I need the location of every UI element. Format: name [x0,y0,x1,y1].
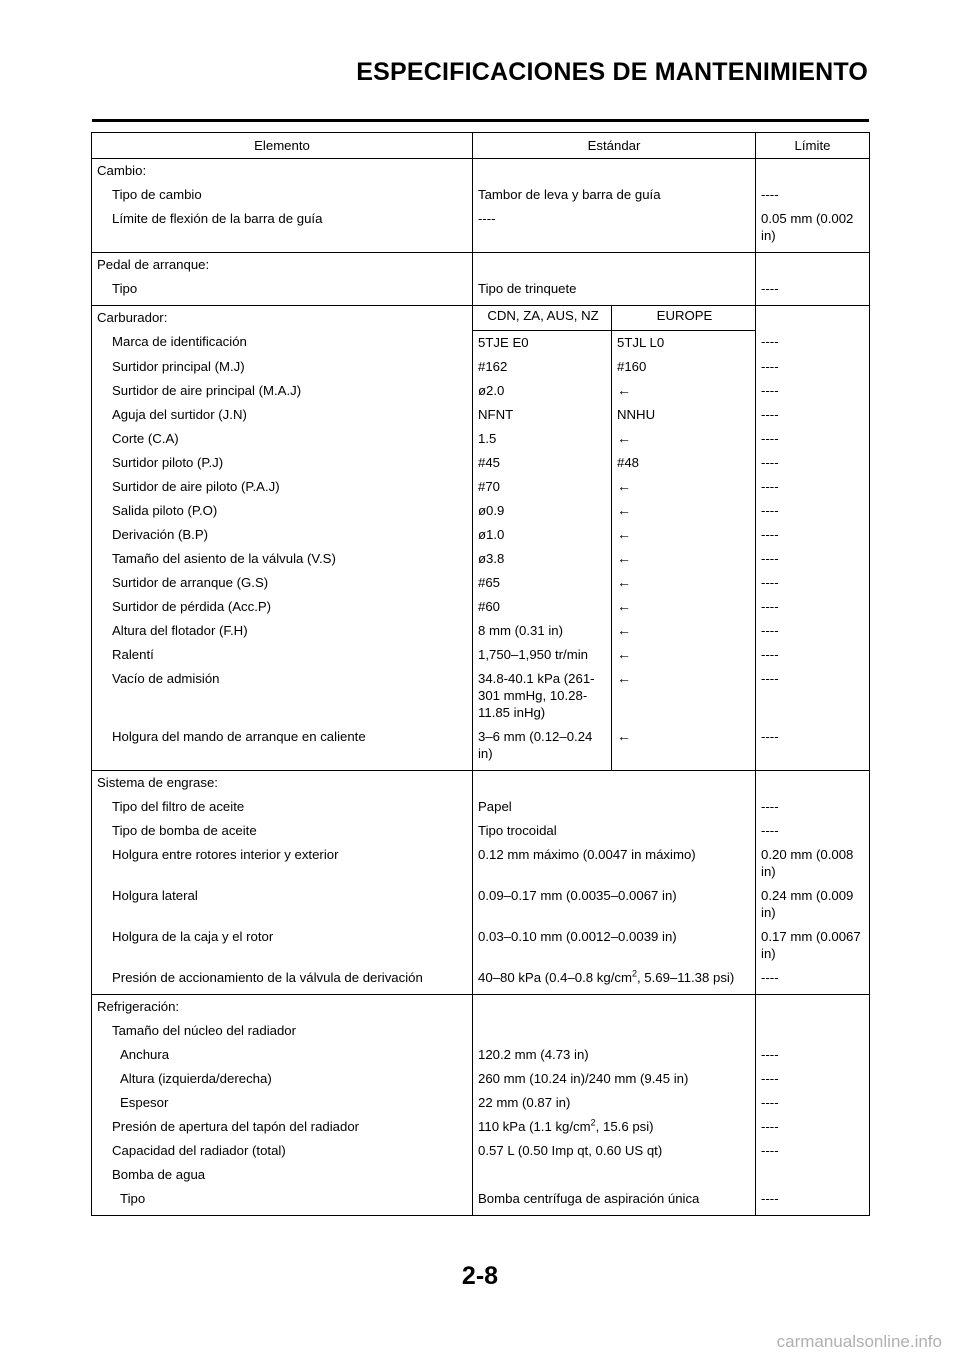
row-label: Presión de apertura del tapón del radiador [92,1115,473,1139]
row-limit: ---- [756,725,870,771]
row-value-cdn: ø3.8 [473,547,612,571]
carburador-rows [92,330,870,770]
row-standard: Tipo trocoidal [473,819,756,843]
row-label: Altura del flotador (F.H) [92,619,473,643]
row-limit: 0.17 mm (0.0067 in) [756,925,870,966]
spec-table [91,132,870,1216]
row-standard: 0.09–0.17 mm (0.0035–0.0067 in) [473,884,756,925]
row-value-cdn: 1.5 [473,427,612,451]
row-limit: ---- [756,966,870,995]
row-label: Tipo [92,1187,473,1216]
row-standard: 0.57 L (0.50 Imp qt, 0.60 US qt) [473,1139,756,1163]
table-row [92,277,870,306]
row-label: Aguja del surtidor (J.N) [92,403,473,427]
row-label: Presión de accionamiento de la válvula de derivación [92,966,473,995]
row-limit: ---- [756,355,870,379]
row-value-cdn: 8 mm (0.31 in) [473,619,612,643]
same-as-left-arrow: ← [612,379,756,403]
same-as-left-arrow: ← [612,547,756,571]
group-row-carburador [92,306,870,331]
same-as-left-arrow: ← [612,595,756,619]
superscript: 2 [590,1117,596,1128]
table-row [92,1139,870,1163]
row-value-cdn: NFNT [473,403,612,427]
row-standard: 120.2 mm (4.73 in) [473,1043,756,1067]
row-limit: ---- [756,643,870,667]
page-number: 2-8 [461,1262,499,1290]
row-standard: Tambor de leva y barra de guía [473,183,756,207]
table-row [92,1187,870,1216]
text-part: , 15.6 psi) [595,1118,654,1134]
row-standard: 22 mm (0.87 in) [473,1091,756,1115]
row-label: Tamaño del núcleo del radiador [92,1019,473,1043]
row-label: Marca de identificación [92,330,473,355]
row-label: Holgura de la caja y el rotor [92,925,473,966]
group-row-engrase [92,770,870,795]
row-label: Surtidor de arranque (G.S) [92,571,473,595]
row-standard: ---- [473,207,756,253]
table-row [92,379,870,403]
row-standard: Tipo de trinquete [473,277,756,306]
row-label: Derivación (B.P) [92,523,473,547]
row-limit: ---- [756,379,870,403]
row-limit: ---- [756,667,870,725]
row-limit: ---- [756,547,870,571]
row-label: Holgura entre rotores interior y exterior [92,843,473,884]
row-limit: ---- [756,1139,870,1163]
row-limit: ---- [756,451,870,475]
same-as-left-arrow: ← [612,499,756,523]
group-label: Carburador: [92,306,473,331]
row-value-cdn: ø0.9 [473,499,612,523]
row-value-europe: #48 [612,451,756,475]
table-row [92,451,870,475]
row-limit: ---- [756,1187,870,1216]
table-row [92,843,870,884]
row-limit: ---- [756,403,870,427]
row-label: Espesor [92,1091,473,1115]
table-row [92,643,870,667]
table-row [92,1043,870,1067]
table-row [92,819,870,843]
same-as-left-arrow: ← [612,725,756,771]
row-value-cdn: 1,750–1,950 tr/min [473,643,612,667]
table-row [92,725,870,771]
superscript: 2 [631,968,637,979]
header-limit: Límite [756,133,870,159]
row-label: Salida piloto (P.O) [92,499,473,523]
row-standard: 0.12 mm máximo (0.0047 in máximo) [473,843,756,884]
row-standard: Bomba centrífuga de aspiración única [473,1187,756,1216]
row-value-europe: 5TJL L0 [612,330,756,355]
row-label: Tamaño del asiento de la válvula (V.S) [92,547,473,571]
row-limit: ---- [756,595,870,619]
same-as-left-arrow: ← [612,667,756,725]
row-value-cdn: 34.8-40.1 kPa (261-301 mmHg, 10.28-11.85 inHg) [473,667,612,725]
row-standard: Papel [473,795,756,819]
row-limit: ---- [756,277,870,306]
header-element: Elemento [92,133,473,159]
row-limit: ---- [756,499,870,523]
row-label: Surtidor de aire piloto (P.A.J) [92,475,473,499]
subheader-cdn: CDN, ZA, AUS, NZ [473,306,612,331]
text-part: 40–80 kPa (0.4–0.8 kg/cm [478,969,632,985]
table-row [92,499,870,523]
row-limit: ---- [756,427,870,451]
watermark: carmanualsonline.info [776,1332,942,1351]
table-row [92,1115,870,1139]
group-label: Pedal de arranque: [92,253,473,278]
row-label: Tipo de cambio [92,183,473,207]
group-row-refrigeracion [92,994,870,1019]
group-label: Sistema de engrase: [92,770,473,795]
row-limit: ---- [756,475,870,499]
title-rule [92,119,869,122]
table-row [92,403,870,427]
table-row [92,1091,870,1115]
row-value-cdn: #65 [473,571,612,595]
row-label: Surtidor de pérdida (Acc.P) [92,595,473,619]
row-label: Holgura del mando de arranque en caliente [92,725,473,771]
row-label: Anchura [92,1043,473,1067]
same-as-left-arrow: ← [612,427,756,451]
table-row [92,547,870,571]
table-row [92,795,870,819]
row-limit: ---- [756,571,870,595]
row-standard [473,1115,756,1139]
text-part: 110 kPa (1.1 kg/cm [478,1118,591,1134]
group-row-pedal [92,253,870,278]
same-as-left-arrow: ← [612,475,756,499]
row-value-cdn: ø1.0 [473,523,612,547]
row-label: Ralentí [92,643,473,667]
row-value-cdn: #45 [473,451,612,475]
row-value-cdn: #60 [473,595,612,619]
row-label: Bomba de agua [92,1163,473,1187]
subheader-europe: EUROPE [612,306,756,331]
table-row [92,619,870,643]
row-label: Tipo [92,277,473,306]
table-row [92,1163,870,1187]
row-limit: ---- [756,1115,870,1139]
table-row [92,475,870,499]
row-standard: 0.03–0.10 mm (0.0012–0.0039 in) [473,925,756,966]
same-as-left-arrow: ← [612,571,756,595]
row-value-europe: #160 [612,355,756,379]
page-title: ESPECIFICACIONES DE MANTENIMIENTO [356,58,868,86]
row-value-cdn: #70 [473,475,612,499]
row-label: Límite de flexión de la barra de guía [92,207,473,253]
table-row [92,207,870,253]
row-label: Surtidor de aire principal (M.A.J) [92,379,473,403]
table-row [92,427,870,451]
row-limit: ---- [756,183,870,207]
table-row [92,330,870,355]
table-row [92,523,870,547]
row-value-europe: NNHU [612,403,756,427]
row-label: Altura (izquierda/derecha) [92,1067,473,1091]
same-as-left-arrow: ← [612,619,756,643]
table-row [92,925,870,966]
row-value-cdn: 3–6 mm (0.12–0.24 in) [473,725,612,771]
text-part: , 5.69–11.38 psi) [636,969,735,985]
table-row [92,966,870,995]
row-value-cdn: ø2.0 [473,379,612,403]
row-label: Corte (C.A) [92,427,473,451]
row-limit: ---- [756,819,870,843]
row-label: Capacidad del radiador (total) [92,1139,473,1163]
table-row [92,1019,870,1043]
same-as-left-arrow: ← [612,523,756,547]
table-row [92,571,870,595]
row-value-cdn: #162 [473,355,612,379]
table-row [92,667,870,725]
row-label: Tipo de bomba de aceite [92,819,473,843]
row-standard [473,966,756,995]
table-row [92,884,870,925]
row-limit: 0.05 mm (0.002 in) [756,207,870,253]
row-limit: ---- [756,619,870,643]
row-limit: ---- [756,330,870,355]
table-row [92,183,870,207]
same-as-left-arrow: ← [612,643,756,667]
row-limit: 0.24 mm (0.009 in) [756,884,870,925]
row-limit: 0.20 mm (0.008 in) [756,843,870,884]
table-row [92,1067,870,1091]
group-label: Refrigeración: [92,994,473,1019]
row-label: Holgura lateral [92,884,473,925]
group-row-cambio [92,159,870,184]
row-limit: ---- [756,1091,870,1115]
row-label: Vacío de admisión [92,667,473,725]
row-label: Surtidor principal (M.J) [92,355,473,379]
row-label: Tipo del filtro de aceite [92,795,473,819]
group-label: Cambio: [92,159,473,184]
row-limit: ---- [756,523,870,547]
row-value-cdn: 5TJE E0 [473,330,612,355]
table-row [92,355,870,379]
table-row [92,595,870,619]
row-limit: ---- [756,795,870,819]
row-standard: 260 mm (10.24 in)/240 mm (9.45 in) [473,1067,756,1091]
row-limit: ---- [756,1067,870,1091]
row-limit: ---- [756,1043,870,1067]
header-standard: Estándar [473,133,756,159]
table-header-row [92,133,870,159]
row-label: Surtidor piloto (P.J) [92,451,473,475]
